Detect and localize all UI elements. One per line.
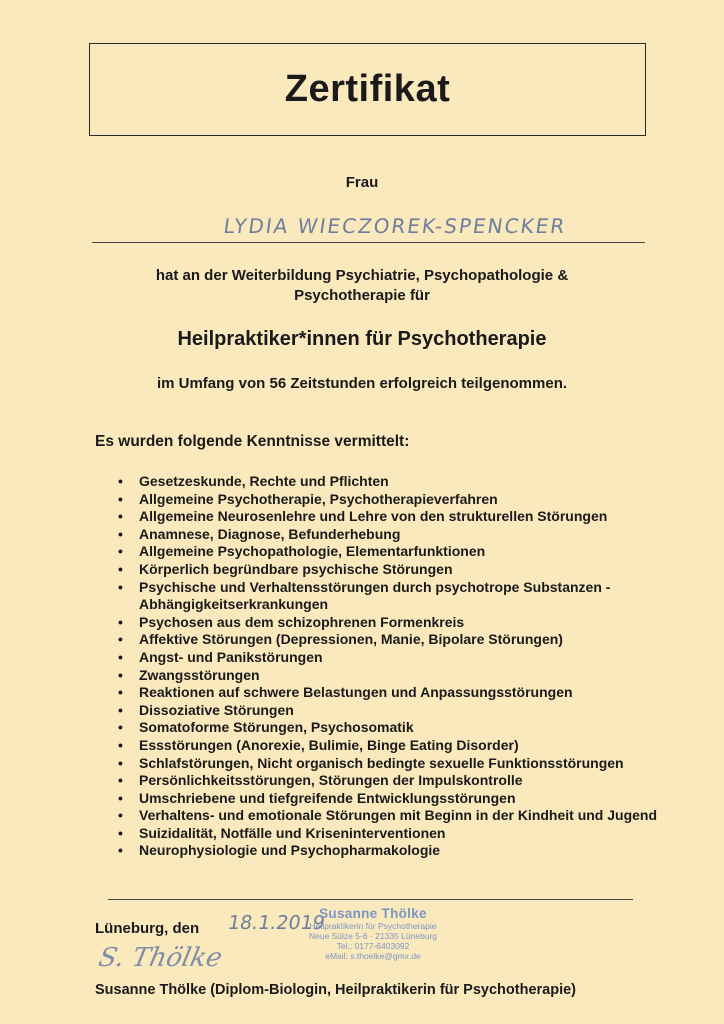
signature-divider — [108, 899, 633, 900]
topic-item: • Allgemeine Neurosenlehre und Lehre von den strukturellen Störungen — [118, 508, 658, 526]
intro-line-1: hat an der Weiterbildung Psychiatrie, Psychopathologie & — [155, 267, 569, 284]
signer-credentials: Susanne Thölke (Diplom-Biologin, Heilpraktikerin für Psychotherapie) — [95, 982, 576, 998]
topic-item: • Allgemeine Psychopathologie, Elementarfunktionen — [118, 543, 658, 561]
topic-item: • Suizidalität, Notfälle und Kriseninterventionen — [118, 825, 658, 843]
topic-item: • Angst- und Panikstörungen — [118, 649, 658, 667]
topic-item: • Psychosen aus dem schizophrenen Formenkreis — [118, 614, 658, 632]
stamp-line-1: Heilpraktikerin für Psychotherapie — [309, 921, 437, 931]
topic-item: • Körperlich begründbare psychische Störungen — [118, 561, 658, 579]
topic-item: • Dissoziative Störungen — [118, 702, 658, 720]
intro-line-2: Psychotherapie für — [294, 287, 430, 304]
stamp-line-2: Neue Sülze 5-6 · 21335 Lüneburg — [308, 931, 438, 941]
stamp-line-4: eMail: s.thoelke@gmx.de — [325, 951, 421, 961]
topic-item: • Affektive Störungen (Depressionen, Manie, Bipolare Störungen) — [118, 631, 658, 649]
topic-item: • Anamnese, Diagnose, Befunderhebung — [118, 526, 658, 544]
topic-item: • Psychische und Verhaltensstörungen durch psychotrope Substanzen - Abhängigkeitserkrankungen — [118, 579, 658, 614]
topic-item: • Reaktionen auf schwere Belastungen und Anpassungsstörungen — [118, 684, 658, 702]
handwritten-signature: S. Thölke — [95, 943, 225, 973]
place-date-label: Lüneburg, den — [95, 920, 200, 937]
stamp-name: Susanne Thölke — [319, 906, 427, 921]
topics-heading: Es wurden folgende Kenntnisse vermittelt: — [95, 433, 410, 450]
topic-item: • Essstörungen (Anorexie, Bulimie, Binge Eating Disorder) — [118, 737, 658, 755]
stamp-line-3: Tel.: 0177-6403092 — [336, 941, 410, 951]
title-box — [89, 43, 646, 136]
topic-item: • Schlafstörungen, Nicht organisch bedingte sexuelle Funktionsstörungen — [118, 755, 658, 773]
topic-item: • Somatoforme Störungen, Psychosomatik — [118, 719, 658, 737]
course-title: Heilpraktiker*innen für Psychotherapie — [177, 328, 547, 350]
recipient-name-handwritten: LYDIA WIECZOREK-SPENCKER — [222, 214, 568, 238]
topic-item: • Persönlichkeitsstörungen, Störungen der Impulskontrolle — [118, 772, 658, 790]
topic-item: • Neurophysiologie und Psychopharmakologie — [118, 842, 658, 860]
address-stamp — [288, 906, 458, 961]
intro-text — [0, 266, 724, 306]
topic-item: • Zwangsstörungen — [118, 667, 658, 685]
handwritten-date: 18.1.2019 — [226, 912, 327, 934]
topic-item: • Gesetzeskunde, Rechte und Pflichten — [118, 473, 658, 491]
topics-list — [118, 473, 658, 860]
salutation: Frau — [345, 174, 379, 191]
certificate-title: Zertifikat — [284, 68, 451, 110]
scope-text: im Umfang von 56 Zeitstunden erfolgreich teilgenommen. — [156, 375, 568, 392]
name-underline — [92, 242, 645, 243]
topic-item: • Verhaltens- und emotionale Störungen mit Beginn in der Kindheit und Jugend — [118, 807, 658, 825]
topic-item: • Allgemeine Psychotherapie, Psychotherapieverfahren — [118, 491, 658, 509]
topic-item: • Umschriebene und tiefgreifende Entwicklungsstörungen — [118, 790, 658, 808]
